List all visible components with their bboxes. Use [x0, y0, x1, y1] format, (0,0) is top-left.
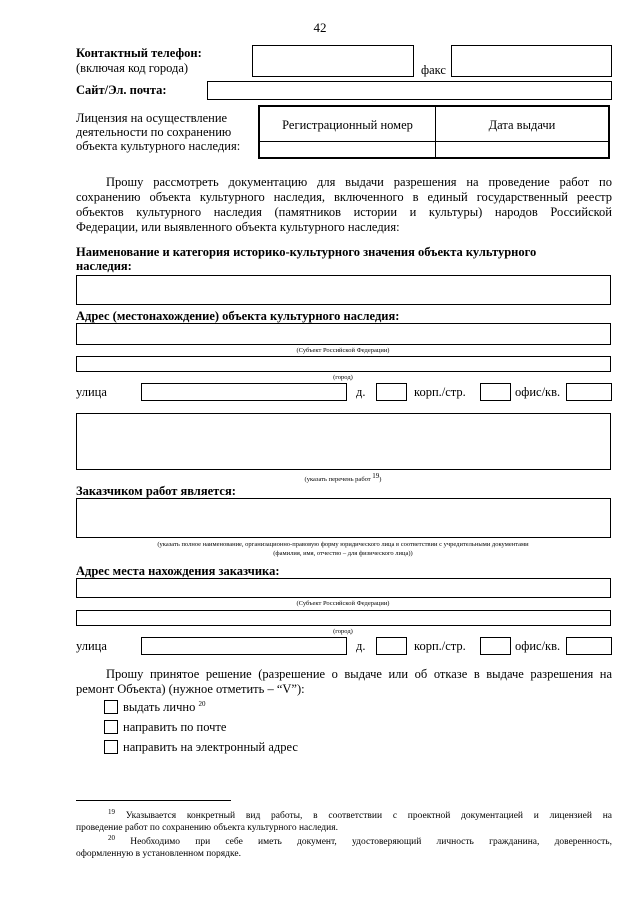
object-house-input[interactable] [376, 383, 407, 401]
customer-hint-line2: (фамилия, имя, отчество – для физического лица)) [273, 550, 413, 557]
page-number: 42 [313, 20, 327, 35]
option-by-post: направить по почте [123, 720, 227, 734]
customer-corp-input[interactable] [480, 637, 511, 655]
object-subject-input[interactable] [76, 323, 611, 345]
object-office-label: офис/кв. [515, 385, 561, 399]
customer-subject-input[interactable] [76, 578, 611, 598]
phone-label: Контактный телефон: [76, 46, 202, 60]
license-reg-input[interactable] [260, 142, 435, 157]
site-email-input[interactable] [207, 81, 612, 100]
object-office-input[interactable] [566, 383, 612, 401]
object-corp-label: корп./стр. [414, 385, 466, 399]
customer-subject-hint: (Субъект Российской Федерации) [296, 600, 390, 607]
phone-input[interactable] [252, 45, 414, 77]
license-col-reg: Регистрационный номер [282, 118, 413, 132]
checkbox-by-post[interactable] [104, 720, 118, 734]
customer-house-input[interactable] [376, 637, 407, 655]
customer-office-input[interactable] [566, 637, 612, 655]
customer-office-label: офис/кв. [515, 639, 561, 653]
works-hint: (указать перечень работ $^{19}$) [304, 472, 382, 484]
checkbox-by-email[interactable] [104, 740, 118, 754]
phone-sublabel: (включая код города) [76, 61, 189, 75]
object-name-input[interactable] [76, 275, 611, 305]
works-list-input[interactable] [76, 413, 611, 470]
option-by-email: направить на электронный адрес [123, 740, 298, 754]
checkbox-in-person[interactable] [104, 700, 118, 714]
license-date-input[interactable] [436, 142, 608, 157]
object-subject-hint: (Субъект Российской Федерации) [296, 347, 390, 354]
customer-corp-label: корп./стр. [414, 639, 466, 653]
intro-paragraph: Прошу рассмотреть документацию для выдачи разрешения на проведение работ по сохранению объекта культурного наследия, включенного в единый государственный реестр объектов культурного наследия (памятников истории и культуры) народов Российской Федерации, или выявленного объекта культурного наследия: [76, 175, 612, 234]
object-house-label: д. [356, 385, 366, 399]
customer-hint-line1: (указать полное наименование, организационно-правовую форму юридического лица в соответствии с учредительными документами [157, 541, 529, 548]
footnote-separator [76, 800, 231, 801]
footnote-19: $^{19}$ Указывается конкретный вид работы, в соответствии с проектной документацией и лицензией на проведение работ по сохранению объекта культурного наследия. [76, 808, 612, 834]
object-corp-input[interactable] [480, 383, 511, 401]
license-col-date: Дата выдачи [488, 118, 556, 132]
decision-paragraph: Прошу принятое решение (разрешение о выдаче или об отказе в выдаче разрешения на ремонт Объекта) (нужное отметить – “V”): [76, 667, 612, 696]
customer-city-input[interactable] [76, 610, 611, 626]
customer-street-label: улица [76, 639, 107, 653]
customer-city-hint: (город) [333, 628, 353, 635]
object-city-input[interactable] [76, 356, 611, 372]
object-address-title: Адрес (местонахождение) объекта культурного наследия: [76, 309, 400, 323]
option-in-person: выдать лично $^{20}$ [123, 700, 206, 715]
footnote-20: $^{20}$ Необходимо при себе иметь документ, удостоверяющий личность гражданина, доверенность, оформленную в установленном порядке. [76, 834, 613, 860]
customer-house-label: д. [356, 639, 366, 653]
object-city-hint: (город) [333, 374, 353, 381]
customer-title: Заказчиком работ является: [76, 484, 236, 498]
fax-input[interactable] [451, 45, 612, 77]
object-street-label: улица [76, 385, 107, 399]
fax-label: факс [421, 63, 446, 77]
object-name-title: Наименование и категория историко-культурного значения объекта культурного наследия: [76, 245, 537, 273]
license-table [258, 105, 610, 159]
site-label: Сайт/Эл. почта: [76, 83, 167, 97]
customer-address-title: Адрес места нахождения заказчика: [76, 564, 280, 578]
customer-street-input[interactable] [141, 637, 347, 655]
license-label: Лицензия на осуществление деятельности по сохранению объекта культурного наследия: [76, 111, 241, 153]
customer-name-input[interactable] [76, 498, 611, 538]
object-street-input[interactable] [141, 383, 347, 401]
